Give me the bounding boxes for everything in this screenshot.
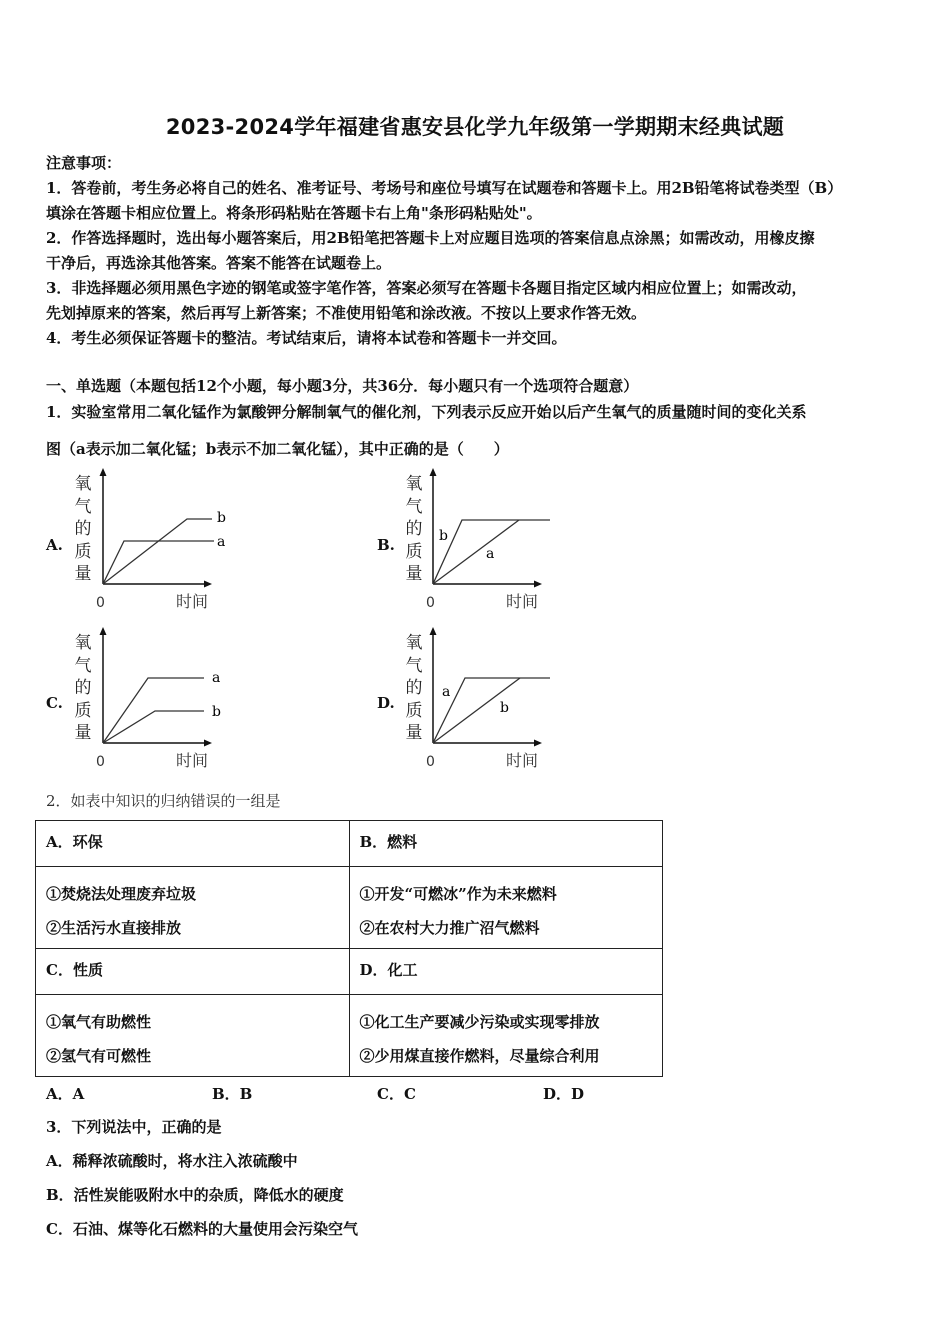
notice-line: 1．答卷前，考生务必将自己的姓名、准考证号、考场号和座位号填写在试题卷和答题卡上。用2B铅笔将试卷类型（B） [46,179,843,197]
notice-line: 3．非选择题必须用黑色字迹的钢笔或签字笔作答，答案必须写在答题卡各题目指定区域内相应位置上；如需改动， [46,279,807,297]
graph-a-origin: 0 [96,595,105,611]
graph-b [422,468,562,618]
question-3-stem: 3．下列说法中，正确的是 [46,1118,222,1136]
graph-a [92,468,232,618]
graph-c-option-label: C. [46,694,63,712]
question-2-option-d: D．D [543,1085,585,1103]
question-2-option-a: A．A [46,1085,85,1103]
question-2-option-c: C．C [377,1085,416,1103]
graph-d-curve-top [433,678,550,743]
notice-line: 填涂在答题卡相应位置上。将条形码粘贴在答题卡右上角"条形码粘贴处"。 [46,204,542,222]
graph-c-x-label: 时间 [176,751,209,770]
graph-a-top-label: b [217,510,226,526]
table-row [36,821,663,867]
question-2-stem: 2．如表中知识的归纳错误的一组是 [46,792,281,810]
graph-b-y-label: 氧 气 的 质 量 [405,474,423,584]
table-cell: ①化工生产要减少污染或实现零排放 ②少用煤直接作燃料，尽量综合利用 [349,995,663,1077]
table-cell: B．燃料 [349,821,663,867]
graph-a-x-label: 时间 [176,592,209,611]
graph-a-option-label: A. [46,536,63,554]
notice-line: 先划掉原来的答案，然后再写上新答案；不准使用铅笔和涂改液。不按以上要求作答无效。 [46,304,647,322]
graph-c-y-label: 氧 气 的 质 量 [74,633,92,743]
graph-c-bottom-label: b [212,704,221,720]
table-row [36,867,663,949]
question-1-stem: 1．实验室常用二氧化锰作为氯酸钾分解制氧气的催化剂，下列表示反应开始以后产生氧气的质量随时间的变化关系 [46,403,807,421]
graph-b-origin: 0 [426,595,435,611]
notice-line: 4．考生必须保证答题卡的整洁。考试结束后，请将本试卷和答题卡一并交回。 [46,329,567,347]
table-row [36,949,663,995]
notice-line: 干净后，再选涂其他答案。答案不能答在试题卷上。 [46,254,392,272]
graph-d [422,627,562,777]
notice-line: 2．作答选择题时，选出每小题答案后，用2B铅笔把答题卡上对应题目选项的答案信息点涂黑；如需改动，用橡皮擦 [46,229,815,247]
graph-d-x-label: 时间 [506,751,539,770]
graph-c-curve-bottom [103,711,204,743]
graph-b-x-label: 时间 [506,592,539,611]
graph-d-option-label: D. [377,694,395,712]
page-title: 2023-2024学年福建省惠安县化学九年级第一学期期末经典试题 [165,115,785,139]
section-heading: 一、单选题（本题包括12个小题，每小题3分，共36分．每小题只有一个选项符合题意） [46,377,639,395]
question-2-option-b: B．B [212,1085,253,1103]
graph-d-y-label: 氧 气 的 质 量 [405,633,423,743]
graph-a-curve-bottom [103,541,214,584]
table-cell: ①开发“可燃冰”作为未来燃料 ②在农村大力推广沼气燃料 [349,867,663,949]
question-3-option-b: B．活性炭能吸附水中的杂质，降低水的硬度 [46,1186,344,1204]
graph-c-origin: 0 [96,754,105,770]
graph-b-top-label: b [439,528,448,544]
graph-a-y-label: 氧 气 的 质 量 [74,474,92,584]
graph-a-bottom-label: a [217,534,226,550]
question-3-option-c: C．石油、煤等化石燃料的大量使用会污染空气 [46,1220,358,1238]
graph-d-top-label: a [442,684,451,700]
table-cell: C．性质 [36,949,350,995]
graph-d-bottom-label: b [500,700,509,716]
knowledge-table [35,820,663,1077]
notice-heading: 注意事项： [46,154,122,172]
graph-b-option-label: B. [377,536,395,554]
table-cell: ①焚烧法处理废弃垃圾 ②生活污水直接排放 [36,867,350,949]
graph-c-top-label: a [212,670,221,686]
question-1-stem-cont: 图（a表示加二氧化锰；b表示不加二氧化锰），其中正确的是（ ） [46,440,509,458]
question-3-option-a: A．稀释浓硫酸时，将水注入浓硫酸中 [46,1152,298,1170]
table-cell: ①氧气有助燃性 ②氢气有可燃性 [36,995,350,1077]
table-cell: A．环保 [36,821,350,867]
table-cell: D．化工 [349,949,663,995]
graph-c [92,627,232,777]
graph-d-origin: 0 [426,754,435,770]
table-row [36,995,663,1077]
graph-b-bottom-label: a [486,546,495,562]
